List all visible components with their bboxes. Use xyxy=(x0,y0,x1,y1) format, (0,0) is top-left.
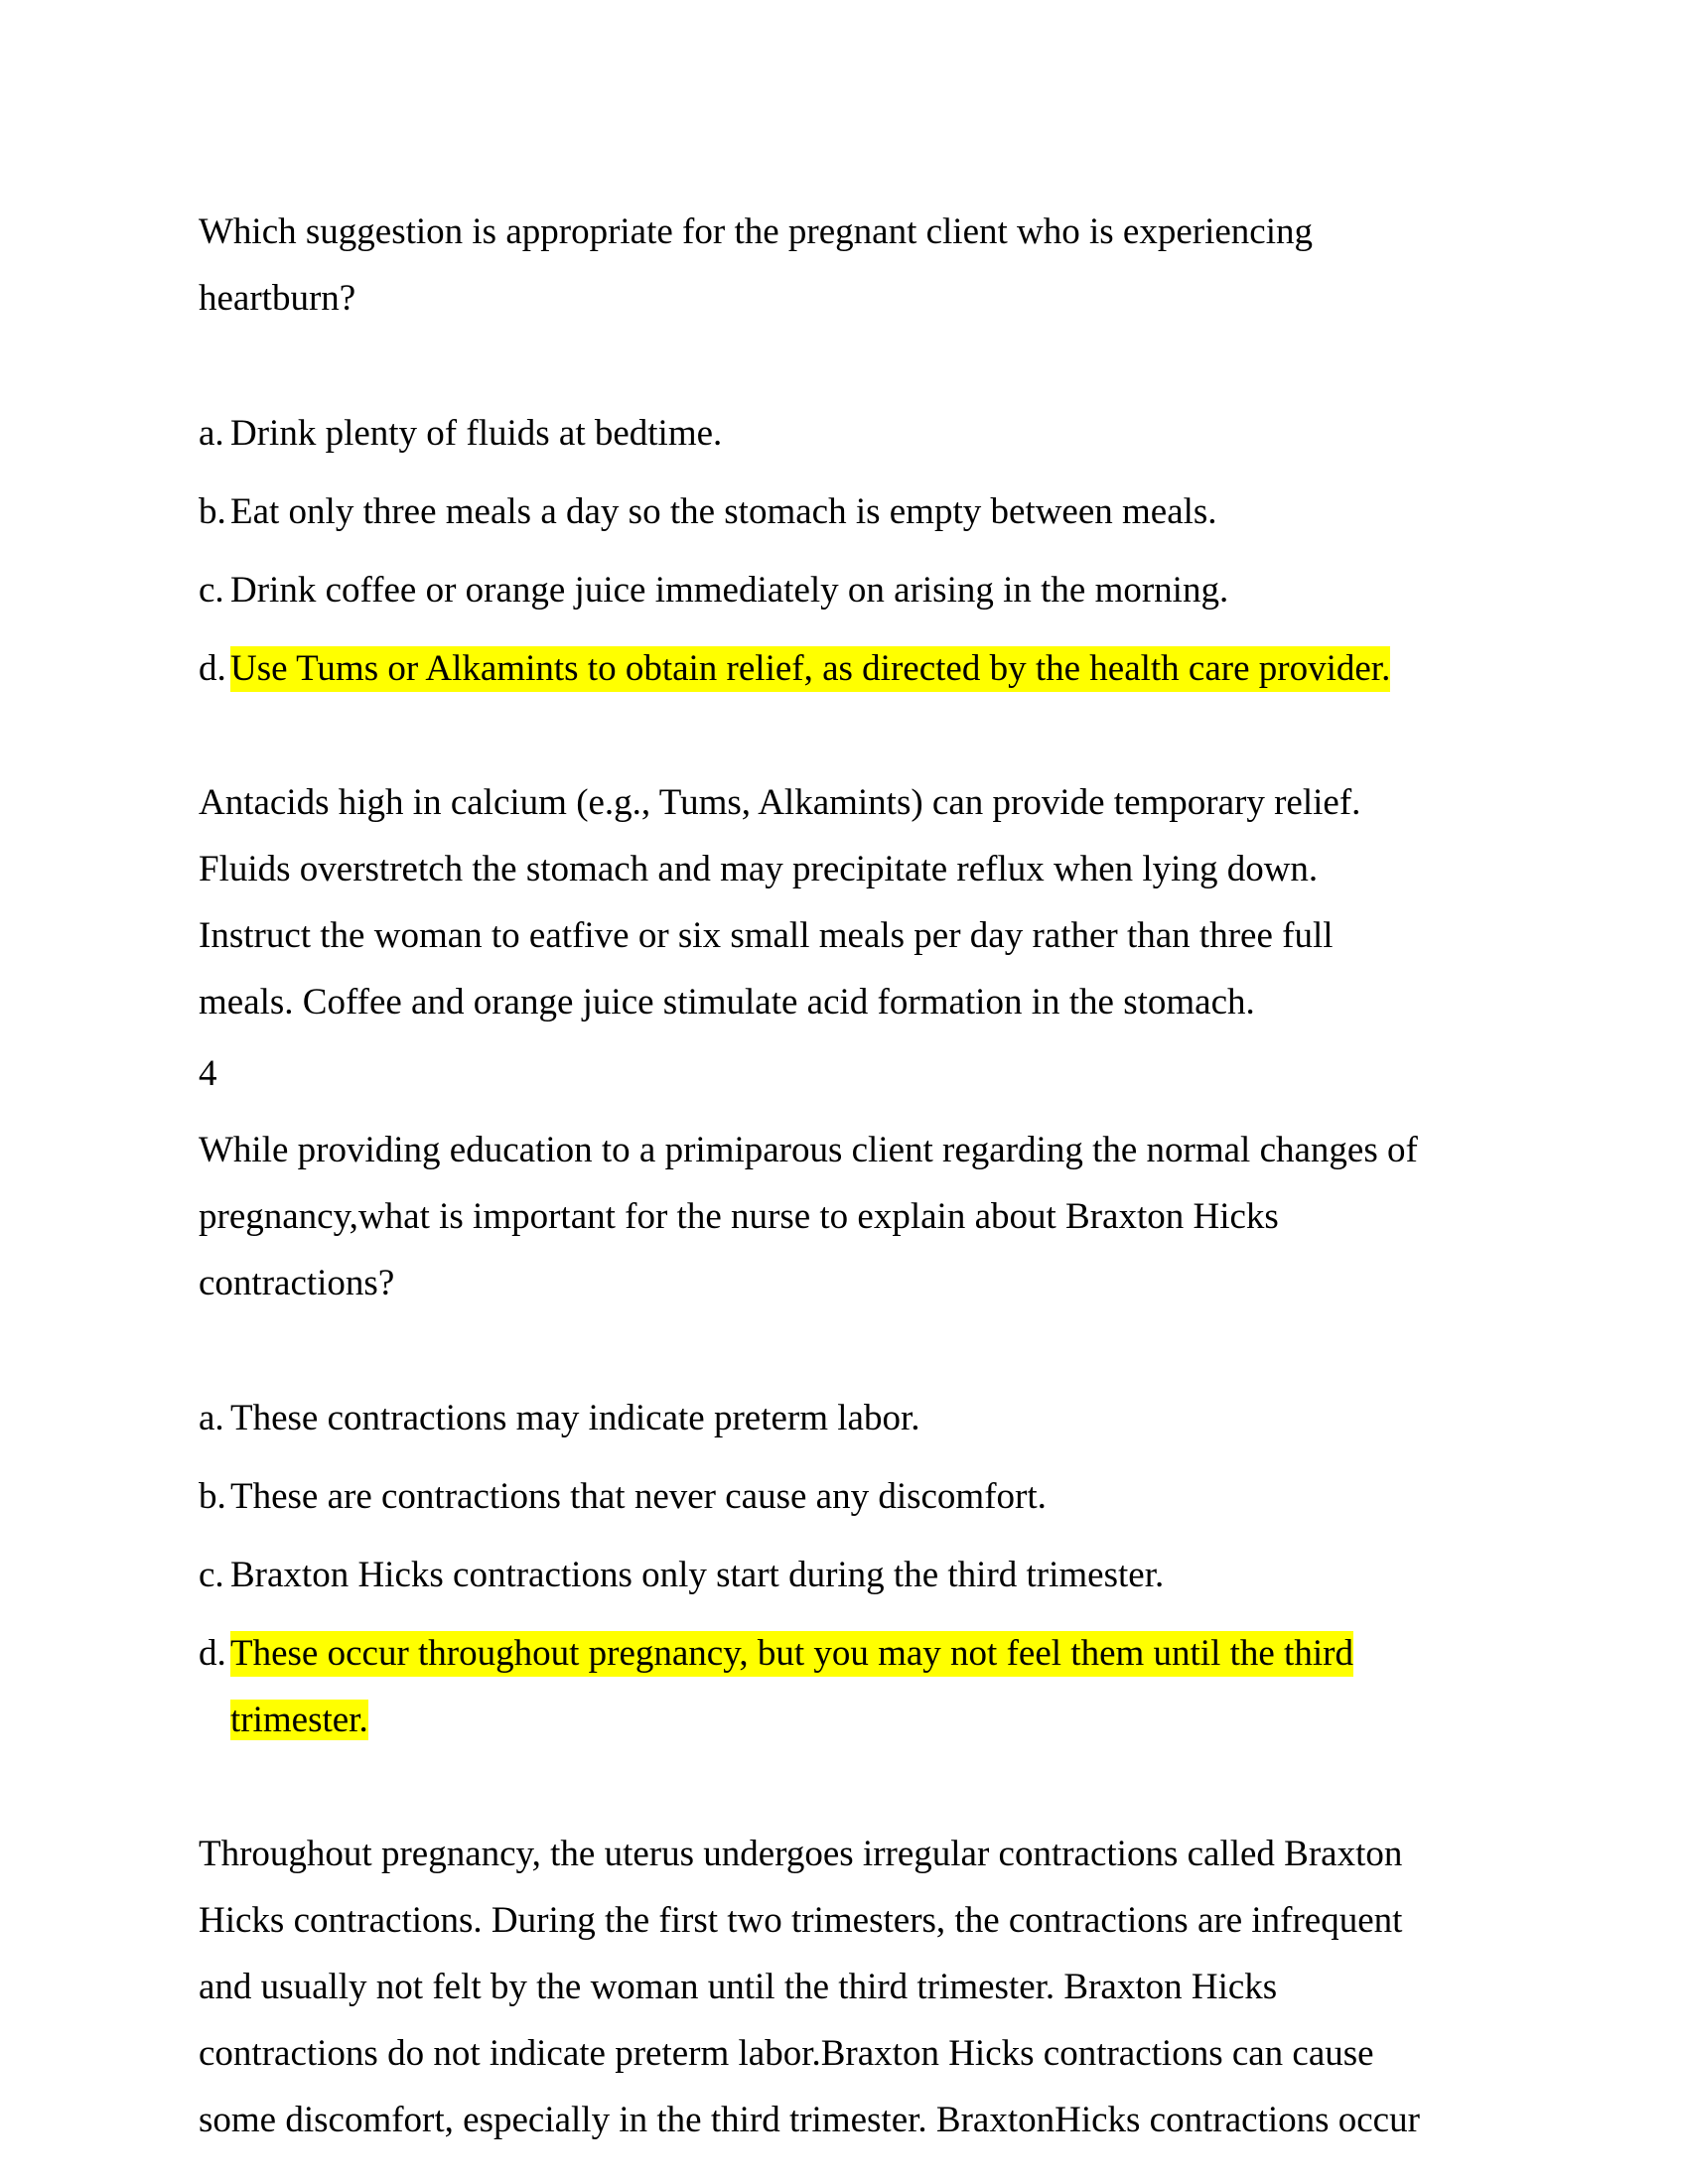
q2-option-c xyxy=(199,1553,1164,1598)
option-letter: a. xyxy=(199,1398,224,1438)
option-text: These are contractions that never cause any discomfort. xyxy=(230,1476,1047,1517)
q1-rationale-line-3: Instruct the woman to eatfive or six small meals per day rather than three full xyxy=(199,915,1334,956)
highlighted-answer: These occur throughout pregnancy, but you may not feel them until the third xyxy=(230,1631,1353,1677)
q1-rationale-line-4: meals. Coffee and orange juice stimulate acid formation in the stomach. xyxy=(199,982,1255,1023)
option-letter: c. xyxy=(199,1555,224,1595)
highlighted-answer: Use Tums or Alkamints to obtain relief, as directed by the health care provider. xyxy=(230,646,1390,692)
option-letter: d. xyxy=(199,1633,226,1674)
option-text: Drink plenty of fluids at bedtime. xyxy=(230,413,723,454)
q2-stem-line-2: pregnancy,what is important for the nurse to explain about Braxton Hicks xyxy=(199,1196,1279,1237)
q1-stem-line-1: Which suggestion is appropriate for the pregnant client who is experiencing xyxy=(199,211,1313,252)
q1-option-a xyxy=(199,411,722,457)
option-letter: b. xyxy=(199,491,226,532)
q2-option-d-continuation xyxy=(230,1698,368,1743)
q2-rationale-line-1: Throughout pregnancy, the uterus undergoes irregular contractions called Braxton xyxy=(199,1834,1403,1874)
option-letter: d. xyxy=(199,648,226,689)
q1-rationale-line-2: Fluids overstretch the stomach and may precipitate reflux when lying down. xyxy=(199,849,1319,889)
option-text: Eat only three meals a day so the stomach is empty between meals. xyxy=(230,491,1217,532)
q1-option-c xyxy=(199,568,1228,614)
q2-option-d-correct xyxy=(199,1631,1353,1677)
q2-option-a xyxy=(199,1396,920,1441)
page-number: 4 xyxy=(199,1053,217,1094)
q1-option-d-correct xyxy=(199,646,1390,692)
option-letter: b. xyxy=(199,1476,226,1517)
q1-option-b xyxy=(199,489,1217,535)
option-letter: a. xyxy=(199,413,224,454)
option-text: These contractions may indicate preterm labor. xyxy=(230,1398,920,1438)
q2-rationale-line-4: contractions do not indicate preterm labor.Braxton Hicks contractions can cause xyxy=(199,2033,1374,2074)
option-text: Braxton Hicks contractions only start during the third trimester. xyxy=(230,1555,1165,1595)
q1-rationale-line-1: Antacids high in calcium (e.g., Tums, Alkamints) can provide temporary relief. xyxy=(199,782,1361,823)
highlighted-answer-continuation: trimester. xyxy=(230,1700,368,1740)
option-letter: c. xyxy=(199,570,224,611)
q2-stem-line-1: While providing education to a primiparous client regarding the normal changes of xyxy=(199,1130,1418,1170)
option-text: Drink coffee or orange juice immediately on arising in the morning. xyxy=(230,570,1229,611)
q2-rationale-line-5: some discomfort, especially in the third trimester. BraxtonHicks contractions occur xyxy=(199,2100,1420,2140)
q2-option-b xyxy=(199,1474,1047,1520)
q2-rationale-line-2: Hicks contractions. During the first two trimesters, the contractions are infrequent xyxy=(199,1900,1403,1941)
q1-stem-line-2: heartburn? xyxy=(199,278,356,319)
q2-stem-line-3: contractions? xyxy=(199,1263,395,1303)
q2-rationale-line-3: and usually not felt by the woman until the third trimester. Braxton Hicks xyxy=(199,1967,1278,2007)
